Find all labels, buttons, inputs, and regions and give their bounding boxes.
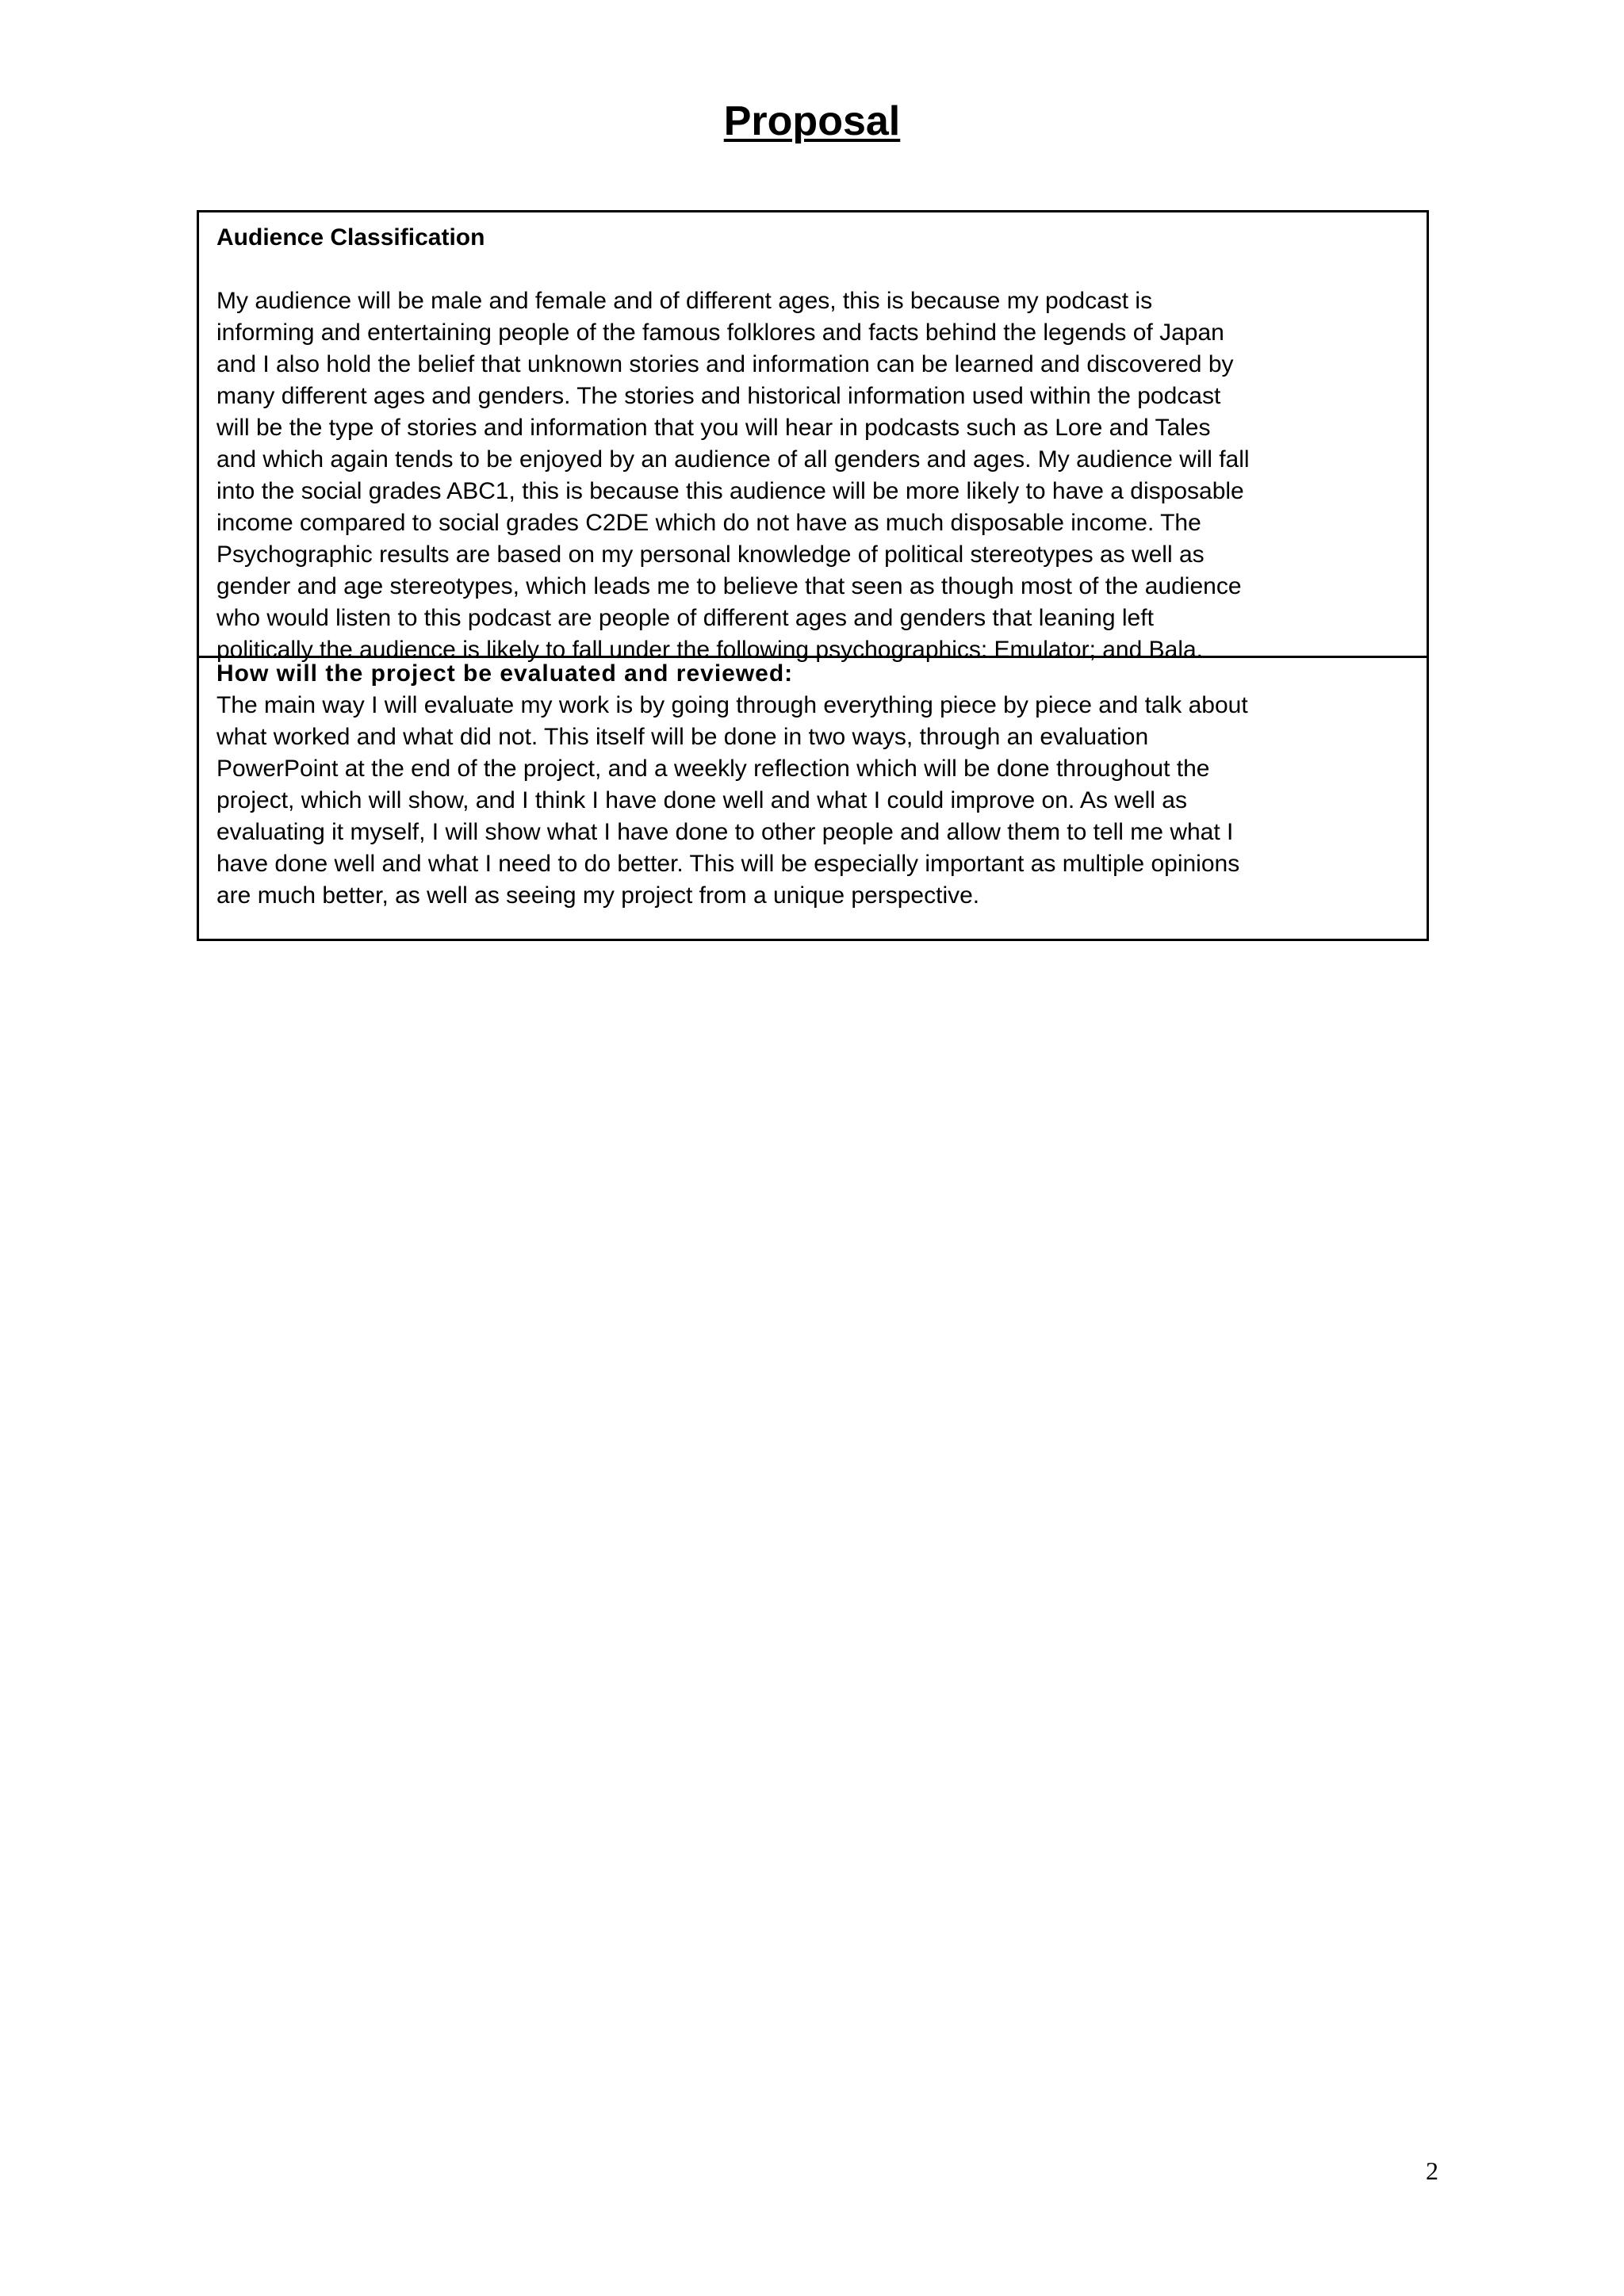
paragraph-line: into the social grades ABC1, this is because this audience will be more likely to have a disposable xyxy=(216,478,1244,504)
audience-classification-heading: Audience Classification xyxy=(216,224,485,251)
page-title: Proposal xyxy=(723,98,901,144)
paragraph-line: Psychographic results are based on my personal knowledge of political stereotypes as well as xyxy=(216,541,1205,568)
paragraph-line: The main way I will evaluate my work is by going through everything piece by piece and talk about xyxy=(216,692,1248,718)
paragraph-line: many different ages and genders. The stories and historical information used within the podcast xyxy=(216,383,1221,409)
paragraph-line: gender and age stereotypes, which leads me to believe that seen as though most of the audience xyxy=(216,573,1242,599)
evaluation-box xyxy=(197,656,1429,941)
paragraph-line: what worked and what did not. This itself will be done in two ways, through an evaluation xyxy=(216,724,1149,750)
paragraph-line: project, which will show, and I think I have done well and what I could improve on. As well as xyxy=(216,787,1187,813)
paragraph-line: have done well and what I need to do better. This will be especially important as multiple opinions xyxy=(216,851,1240,877)
paragraph-line: politically the audience is likely to fall under the following psychographics: Emulator; and Bala. xyxy=(216,637,1204,663)
paragraph-line: informing and entertaining people of the famous folklores and facts behind the legends of Japan xyxy=(216,320,1224,346)
evaluation-heading: How will the project be evaluated and reviewed: xyxy=(216,660,794,687)
paragraph-line: evaluating it myself, I will show what I have done to other people and allow them to tell me what I xyxy=(216,819,1234,845)
paragraph-line: income compared to social grades C2DE which do not have as much disposable income. The xyxy=(216,510,1201,536)
paragraph-line: are much better, as well as seeing my project from a unique perspective. xyxy=(216,882,980,909)
evaluation-paragraph xyxy=(216,690,1409,912)
audience-classification-paragraph xyxy=(216,285,1409,666)
audience-classification-box xyxy=(197,210,1429,663)
paragraph-line: PowerPoint at the end of the project, and a weekly reflection which will be done throughout the xyxy=(216,756,1210,782)
paragraph-line: and I also hold the belief that unknown stories and information can be learned and discovered by xyxy=(216,351,1234,377)
page-number: 2 xyxy=(1426,2156,1438,2185)
paragraph-line: and which again tends to be enjoyed by an audience of all genders and ages. My audience will fall xyxy=(216,446,1250,473)
paragraph-line: who would listen to this podcast are people of different ages and genders that leaning left xyxy=(216,605,1154,631)
paragraph-line: will be the type of stories and information that you will hear in podcasts such as Lore and Tales xyxy=(216,415,1211,441)
paragraph-line: My audience will be male and female and of different ages, this is because my podcast is xyxy=(216,288,1153,314)
